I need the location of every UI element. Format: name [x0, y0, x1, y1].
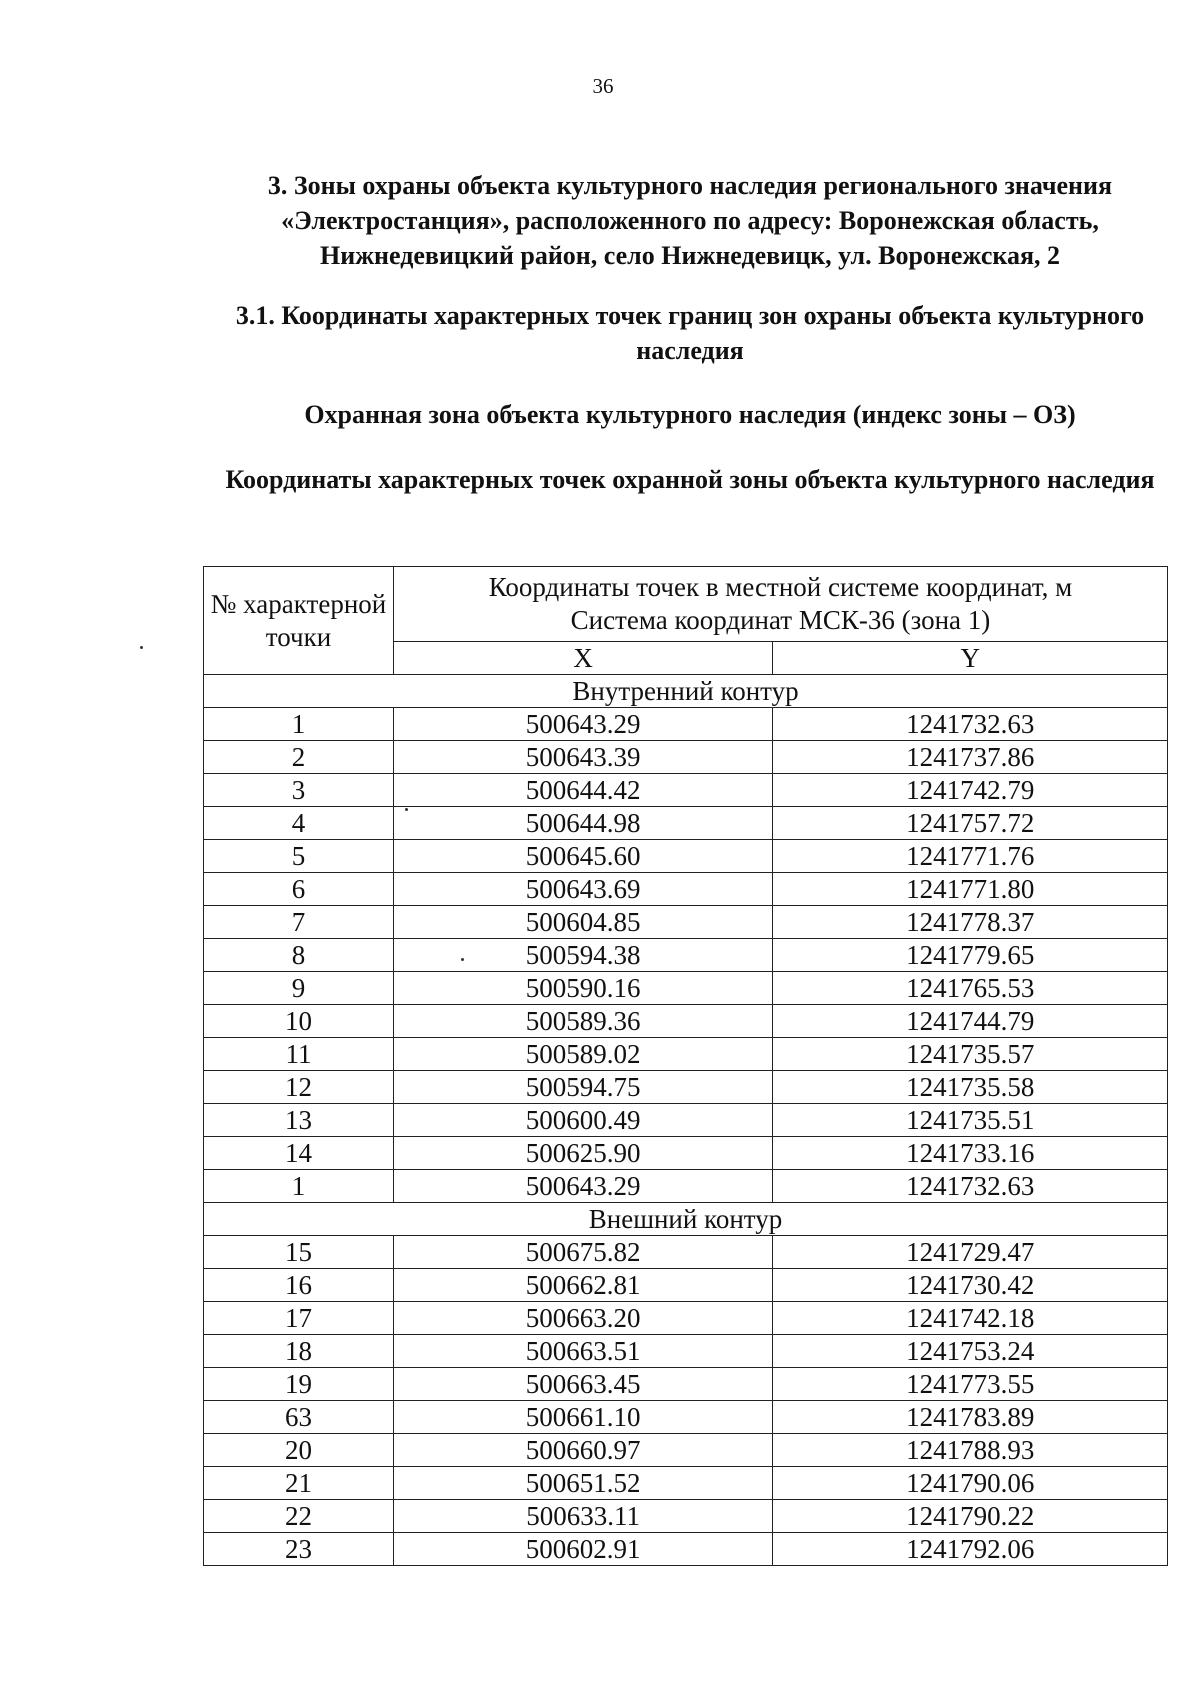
- point-number-cell: 1: [204, 708, 394, 741]
- point-number-cell: 14: [204, 1137, 394, 1170]
- table-row: [204, 1335, 1168, 1368]
- x-coordinate-cell: 500602.91: [393, 1533, 773, 1566]
- point-number-cell: 17: [204, 1302, 394, 1335]
- y-coordinate-cell: 1241771.76: [773, 840, 1168, 873]
- table-row: [204, 1071, 1168, 1104]
- y-coordinate-cell: 1241732.63: [773, 1170, 1168, 1203]
- point-number-cell: 63: [204, 1401, 394, 1434]
- y-coordinate-cell: 1241765.53: [773, 972, 1168, 1005]
- y-coordinate-cell: 1241735.57: [773, 1038, 1168, 1071]
- section-title: Внешний контур: [204, 1203, 1168, 1236]
- scan-speck: [461, 958, 464, 961]
- y-coordinate-cell: 1241790.06: [773, 1467, 1168, 1500]
- y-coordinate-cell: 1241790.22: [773, 1500, 1168, 1533]
- coordinate-system-header: [393, 567, 1167, 642]
- x-coordinate-cell: 500663.20: [393, 1302, 773, 1335]
- x-coordinate-cell: 500600.49: [393, 1104, 773, 1137]
- table-row: [204, 1038, 1168, 1071]
- x-coordinate-cell: 500633.11: [393, 1500, 773, 1533]
- y-coordinate-cell: 1241735.51: [773, 1104, 1168, 1137]
- point-number-cell: 18: [204, 1335, 394, 1368]
- x-coordinate-cell: 500594.38: [393, 939, 773, 972]
- section-heading-sub: 3.1. Координаты характерных точек границ зон охраны объекта культурного наследия: [235, 301, 1145, 365]
- table-row: [204, 1500, 1168, 1533]
- point-number-cell: 19: [204, 1368, 394, 1401]
- point-number-cell: 5: [204, 840, 394, 873]
- x-coordinate-cell: 500590.16: [393, 972, 773, 1005]
- y-coordinate-cell: 1241778.37: [773, 906, 1168, 939]
- x-coordinate-cell: 500675.82: [393, 1236, 773, 1269]
- y-coordinate-cell: 1241729.47: [773, 1236, 1168, 1269]
- y-coordinate-cell: 1241753.24: [773, 1335, 1168, 1368]
- scan-speck: [140, 646, 143, 649]
- table-row: [204, 708, 1168, 741]
- scan-speck: [405, 808, 408, 811]
- x-coordinate-cell: 500625.90: [393, 1137, 773, 1170]
- point-number-header: № характерной точки: [204, 567, 394, 675]
- x-coordinate-cell: 500663.45: [393, 1368, 773, 1401]
- x-coordinate-cell: 500643.39: [393, 741, 773, 774]
- point-number-cell: 13: [204, 1104, 394, 1137]
- table-body: [204, 675, 1168, 1566]
- table-row: [204, 1170, 1168, 1203]
- table-row: [204, 1236, 1168, 1269]
- table-row: [204, 972, 1168, 1005]
- y-coordinate-cell: 1241788.93: [773, 1434, 1168, 1467]
- point-number-cell: 16: [204, 1269, 394, 1302]
- point-number-cell: 1: [204, 1170, 394, 1203]
- coordinates-table: [203, 566, 1168, 1566]
- y-coordinate-cell: 1241735.58: [773, 1071, 1168, 1104]
- y-coordinate-cell: 1241742.79: [773, 774, 1168, 807]
- y-coordinate-cell: 1241792.06: [773, 1533, 1168, 1566]
- x-coordinate-cell: 500662.81: [393, 1269, 773, 1302]
- x-coordinate-cell: 500644.42: [393, 774, 773, 807]
- section-row: [204, 1203, 1168, 1236]
- y-coordinate-cell: 1241742.18: [773, 1302, 1168, 1335]
- point-number-cell: 20: [204, 1434, 394, 1467]
- table-row: [204, 939, 1168, 972]
- x-coordinate-cell: 500589.02: [393, 1038, 773, 1071]
- x-coordinate-cell: 500660.97: [393, 1434, 773, 1467]
- x-coordinate-cell: 500643.29: [393, 708, 773, 741]
- y-coordinate-cell: 1241732.63: [773, 708, 1168, 741]
- x-coordinate-cell: 500604.85: [393, 906, 773, 939]
- coords-heading: Координаты характерных точек охранной зоны объекта культурного наследия: [225, 465, 1155, 494]
- point-number-cell: 15: [204, 1236, 394, 1269]
- table-row: [204, 1302, 1168, 1335]
- table-row: [204, 807, 1168, 840]
- y-coordinate-cell: 1241783.89: [773, 1401, 1168, 1434]
- x-coordinate-cell: 500594.75: [393, 1071, 773, 1104]
- y-coordinate-cell: 1241744.79: [773, 1005, 1168, 1038]
- coordinate-system-header-line2: Система координат МСК-36 (зона 1): [570, 605, 991, 635]
- point-number-cell: 9: [204, 972, 394, 1005]
- table-row: [204, 1368, 1168, 1401]
- y-coordinate-cell: 1241773.55: [773, 1368, 1168, 1401]
- point-number-cell: 10: [204, 1005, 394, 1038]
- point-number-cell: 21: [204, 1467, 394, 1500]
- y-header: Y: [773, 642, 1168, 675]
- table-row: [204, 1467, 1168, 1500]
- table-row: [204, 1104, 1168, 1137]
- section-title: Внутренний контур: [204, 675, 1168, 708]
- point-number-cell: 22: [204, 1500, 394, 1533]
- y-coordinate-cell: 1241779.65: [773, 939, 1168, 972]
- point-number-cell: 4: [204, 807, 394, 840]
- table-row: [204, 741, 1168, 774]
- y-coordinate-cell: 1241737.86: [773, 741, 1168, 774]
- point-number-cell: 23: [204, 1533, 394, 1566]
- coordinate-system-header-line1: Координаты точек в местной системе координат, м: [488, 572, 1073, 602]
- point-number-cell: 11: [204, 1038, 394, 1071]
- x-coordinate-cell: 500651.52: [393, 1467, 773, 1500]
- point-number-cell: 2: [204, 741, 394, 774]
- table-row: [204, 1137, 1168, 1170]
- page-number: 36: [592, 74, 614, 98]
- x-coordinate-cell: 500589.36: [393, 1005, 773, 1038]
- table-row: [204, 840, 1168, 873]
- point-number-cell: 8: [204, 939, 394, 972]
- table-row: [204, 1401, 1168, 1434]
- point-number-cell: 12: [204, 1071, 394, 1104]
- y-coordinate-cell: 1241733.16: [773, 1137, 1168, 1170]
- x-coordinate-cell: 500663.51: [393, 1335, 773, 1368]
- x-coordinate-cell: 500645.60: [393, 840, 773, 873]
- table-row: [204, 774, 1168, 807]
- point-number-cell: 3: [204, 774, 394, 807]
- y-coordinate-cell: 1241730.42: [773, 1269, 1168, 1302]
- y-coordinate-cell: 1241771.80: [773, 873, 1168, 906]
- table-header-row: [204, 567, 1168, 642]
- section-row: [204, 675, 1168, 708]
- x-coordinate-cell: 500643.69: [393, 873, 773, 906]
- table-row: [204, 1005, 1168, 1038]
- x-header: X: [393, 642, 773, 675]
- x-coordinate-cell: 500661.10: [393, 1401, 773, 1434]
- zone-heading: Охранная зона объекта культурного наследия (индекс зоны – ОЗ): [304, 400, 1076, 429]
- table-row: [204, 873, 1168, 906]
- x-coordinate-cell: 500644.98: [393, 807, 773, 840]
- point-number-cell: 6: [204, 873, 394, 906]
- section-heading-main: 3. Зоны охраны объекта культурного наследия регионального значения «Электростанция», расположенного по адресу: Воронежская область, Нижнедевицкий район, село Нижнедевицк, ул. Воронежская, 2: [267, 171, 1113, 270]
- table-row: [204, 906, 1168, 939]
- y-coordinate-cell: 1241757.72: [773, 807, 1168, 840]
- table-row: [204, 1533, 1168, 1566]
- point-number-cell: 7: [204, 906, 394, 939]
- x-coordinate-cell: 500643.29: [393, 1170, 773, 1203]
- table-row: [204, 1269, 1168, 1302]
- table-row: [204, 1434, 1168, 1467]
